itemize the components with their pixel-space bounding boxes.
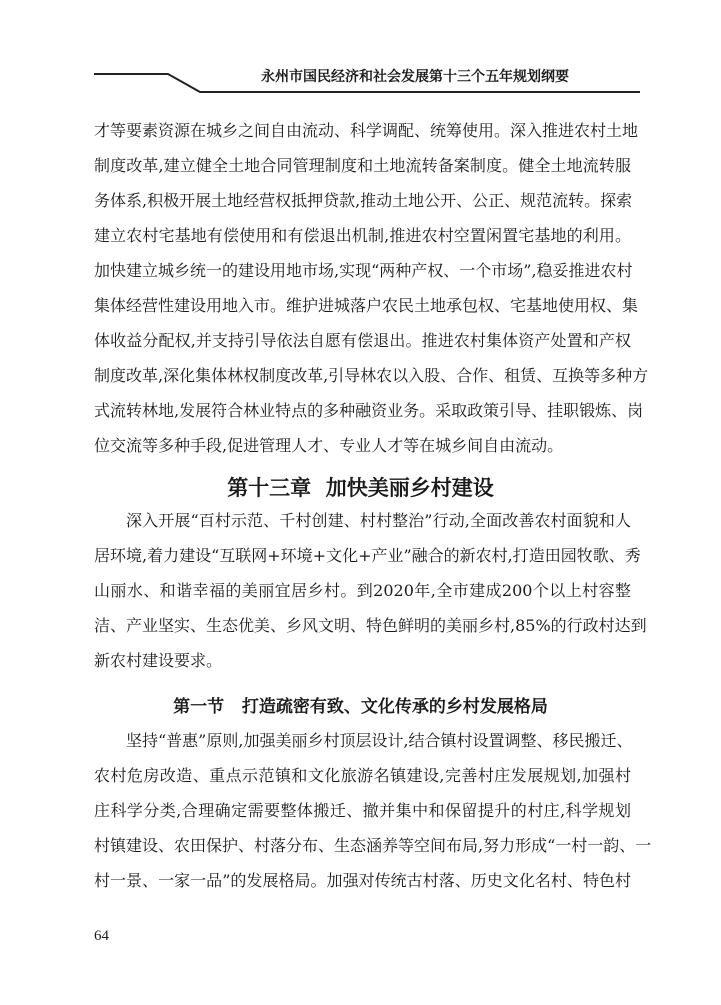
text-line: 式流转林地,发展符合林业特点的多种融资业务。采取政策引导、挂职锻炼、岗: [94, 401, 644, 420]
text-line: 山丽水、和谐幸福的美丽宜居乡村。到2020年,全市建成200个以上村容整: [94, 581, 631, 600]
text-line: 建立农村宅基地有偿使用和有偿退出机制,推进农村空置闲置宅基地的利用。: [94, 226, 631, 245]
header-rule: [0, 0, 721, 110]
text-line: 村一景、一家一品”的发展格局。加强对传统古村落、历史文化名村、特色村: [94, 871, 631, 890]
text-line: 新农村建设要求。: [94, 651, 223, 670]
text-line: 加快建立城乡统一的建设用地市场,实现“两种产权、一个市场”,稳妥推进农村: [94, 261, 633, 280]
text-line: 洁、产业坚实、生态优美、乡风文明、特色鲜明的美丽乡村,85%的行政村达到: [94, 616, 647, 635]
text-line: 集体经营性建设用地入市。维护进城落户农民土地承包权、宅基地使用权、集: [94, 296, 639, 315]
text-line: 制度改革,建立健全土地合同管理制度和土地流转备案制度。健全土地流转服: [94, 156, 631, 175]
chapter-title: 第十三章 加快美丽乡村建设: [227, 476, 494, 500]
text-line: 务体系,积极开展土地经营权抵押贷款,推动土地公开、公正、规范流转。探索: [94, 191, 633, 210]
text-line: 深入开展“百村示范、千村创建、村村整治”行动,全面改善农村面貌和人: [126, 511, 631, 530]
text-line: 制度改革,深化集体林权制度改革,引导林农以入股、合作、租赁、互换等多种方: [94, 366, 649, 385]
text-line: 才等要素资源在城乡之间自由流动、科学调配、统筹使用。深入推进农村土地: [94, 121, 639, 140]
text-line: 位交流等多种手段,促进管理人才、专业人才等在城乡间自由流动。: [94, 436, 564, 455]
section-title: 第一节 打造疏密有致、文化传承的乡村发展格局: [173, 697, 548, 717]
text-line: 农村危房改造、重点示范镇和文化旅游名镇建设,完善村庄发展规划,加强村: [94, 766, 631, 785]
text-line: 庄科学分类,合理确定需要整体搬迁、撤并集中和保留提升的村庄,科学规划: [94, 801, 631, 820]
running-title: 永州市国民经济和社会发展第十三个五年规划纲要: [261, 69, 569, 85]
text-line: 坚持“普惠”原则,加强美丽乡村顶层设计,结合镇村设置调整、移民搬迁、: [126, 731, 633, 750]
page-number: 64: [94, 928, 109, 944]
text-line: 村镇建设、农田保护、村落分布、生态涵养等空间布局,努力形成“一村一韵、一: [94, 836, 652, 855]
text-line: 居环境,着力建设“互联网+环境+文化+产业”融合的新农村,打造田园牧歌、秀: [94, 546, 641, 565]
text-line: 体收益分配权,并支持引导依法自愿有偿退出。推进农村集体资产处置和产权: [94, 331, 631, 350]
